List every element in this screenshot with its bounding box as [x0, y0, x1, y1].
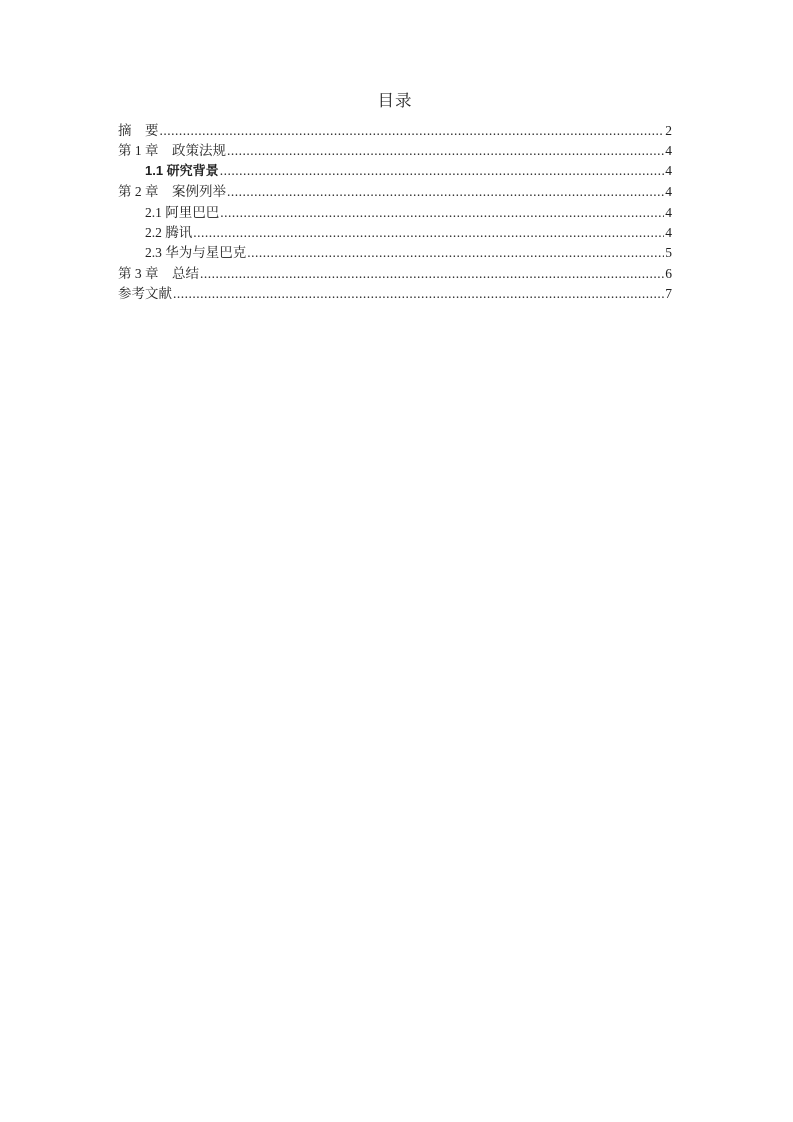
toc-content: [118, 90, 672, 303]
toc-entry-label: 2.1 阿里巴巴: [145, 204, 220, 220]
toc-entry[interactable]: [118, 241, 672, 261]
toc-entry[interactable]: [118, 160, 672, 180]
toc-entry-page: 4: [665, 224, 672, 240]
toc-entry[interactable]: [118, 180, 672, 200]
toc-entry-page: 5: [665, 245, 672, 261]
toc-entry[interactable]: [118, 201, 672, 221]
toc-entry-label: 1.1 研究背景: [145, 162, 219, 178]
toc-list: [118, 119, 672, 303]
toc-entry-page: 2: [665, 123, 672, 138]
toc-entry-page: 4: [665, 184, 672, 200]
toc-entry-label: 第 2 章 案例列举: [118, 184, 226, 200]
toc-dot-leader: [220, 163, 665, 179]
toc-entry[interactable]: [118, 139, 672, 159]
toc-entry[interactable]: [118, 119, 672, 139]
toc-entry-label: 参考文献: [118, 286, 172, 302]
toc-entry-page: 4: [665, 204, 672, 220]
toc-entry[interactable]: [118, 262, 672, 282]
toc-entry-label: 摘 要: [118, 123, 159, 138]
toc-entry-page: 4: [665, 162, 672, 178]
toc-entry-label: 第 1 章 政策法规: [118, 143, 226, 159]
toc-dot-leader: [227, 143, 664, 159]
toc-dot-leader: [193, 225, 664, 241]
toc-entry[interactable]: [118, 282, 672, 302]
toc-dot-leader: [160, 123, 665, 139]
toc-dot-leader: [227, 184, 664, 200]
toc-entry[interactable]: [118, 221, 672, 241]
toc-dot-leader: [200, 266, 664, 282]
toc-entry-label: 第 3 章 总结: [118, 265, 199, 281]
toc-entry-page: 4: [665, 143, 672, 159]
toc-dot-leader: [220, 205, 664, 221]
toc-entry-label: 2.2 腾讯: [145, 224, 193, 240]
page-title: 目录: [377, 91, 413, 110]
toc-entry-page: 7: [665, 286, 672, 302]
toc-dot-leader: [247, 245, 664, 261]
toc-entry-page: 6: [665, 265, 672, 281]
toc-dot-leader: [173, 286, 664, 302]
toc-entry-label: 2.3 华为与星巴克: [145, 245, 247, 261]
